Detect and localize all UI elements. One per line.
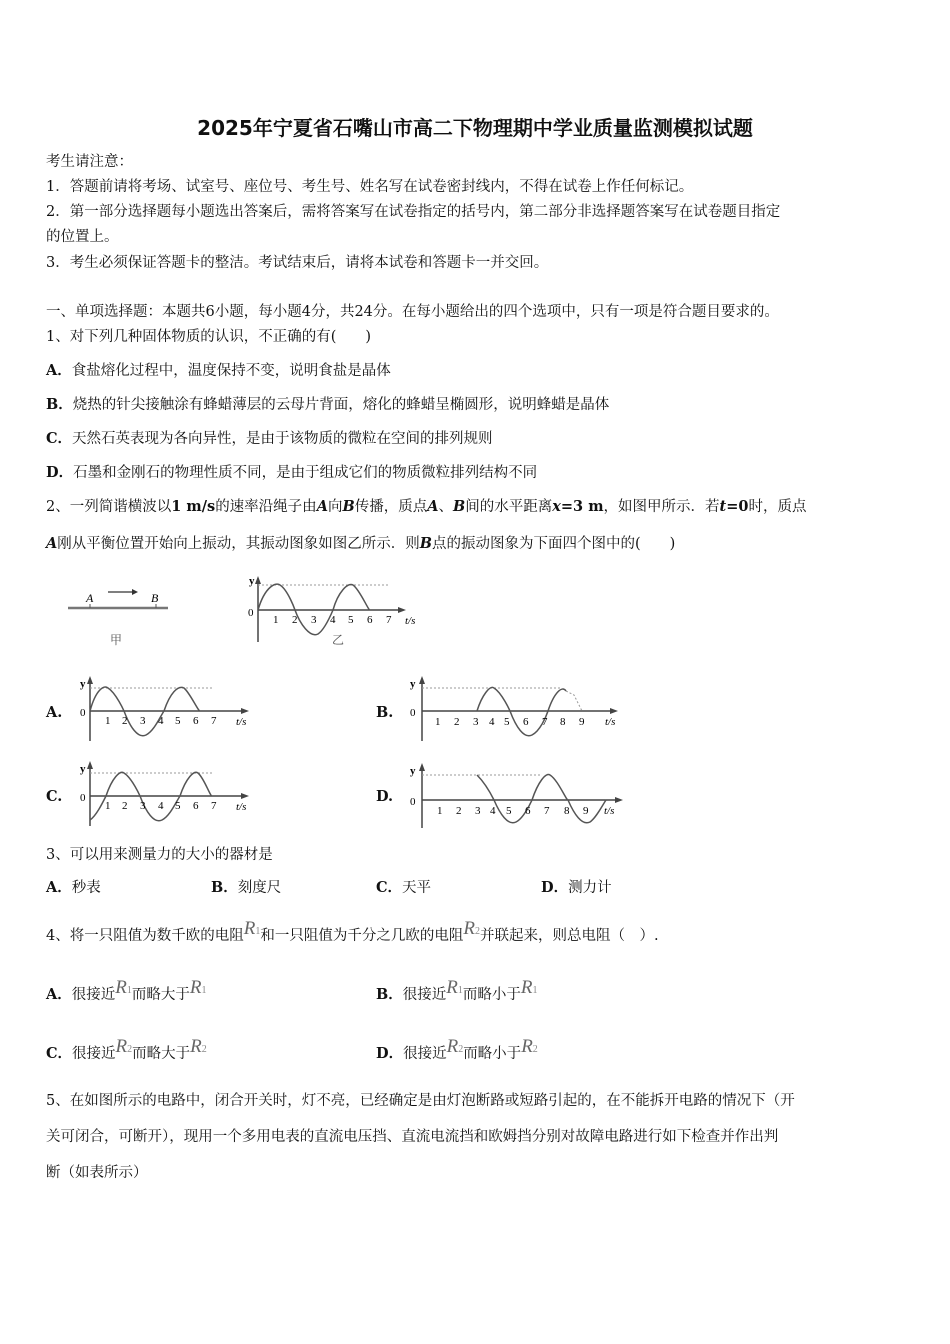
svg-text:6: 6: [525, 805, 531, 817]
question-1-option-d: [46, 463, 537, 483]
svg-text:t/s: t/s: [236, 801, 247, 813]
question-2-stem-line-1: [46, 497, 807, 517]
svg-text:9: 9: [579, 716, 585, 728]
option-label: B．: [376, 986, 403, 1003]
option-label: B．: [211, 879, 238, 896]
question-2-option-d-graph: [402, 762, 632, 832]
option-label: C．: [46, 430, 73, 447]
text: 、: [438, 499, 453, 515]
question-4-option-d: [376, 1036, 538, 1066]
option-text: 石墨和金刚石的物理性质不同，是由于组成它们的物质微粒排列结构不同: [73, 465, 538, 481]
question-3-option-b: [211, 878, 281, 898]
question-2-stem-line-2: [46, 534, 675, 554]
svg-text:2: 2: [454, 716, 460, 728]
text: 而略大于: [132, 1046, 191, 1062]
point-b: B: [452, 498, 466, 515]
point-a: A: [427, 498, 439, 515]
svg-text:t/s: t/s: [605, 716, 616, 728]
option-label: D．: [46, 464, 74, 481]
svg-text:4: 4: [158, 800, 164, 812]
svg-text:7: 7: [544, 805, 550, 817]
text: 很接近: [72, 1046, 116, 1062]
svg-text:0: 0: [410, 796, 416, 808]
resistor-symbol: R1: [189, 977, 207, 998]
svg-text:1: 1: [437, 805, 443, 817]
question-3-option-d: [541, 878, 612, 898]
option-text: 刻度尺: [237, 880, 282, 896]
svg-text:t/s: t/s: [236, 716, 247, 728]
question-2-option-a-label: A.: [46, 704, 63, 721]
text: 而略大于: [131, 987, 190, 1003]
text: 很接近: [403, 1046, 447, 1062]
question-2-option-b-label: B.: [376, 704, 394, 721]
text: 而略小于: [463, 1046, 522, 1062]
resistor-symbol: R1: [446, 977, 463, 998]
svg-text:7: 7: [542, 716, 548, 728]
svg-text:5: 5: [175, 800, 181, 812]
option-label: C．: [376, 879, 403, 896]
text: 间的水平距离: [465, 499, 553, 515]
svg-text:1: 1: [273, 614, 279, 626]
question-4-option-a: [46, 977, 207, 1007]
text: 时，质点: [748, 499, 807, 515]
point-a: A: [46, 535, 58, 552]
resistor-symbol: R2: [115, 1036, 133, 1057]
question-4-stem: [46, 918, 659, 948]
text: ，如图甲所示．若: [603, 499, 720, 515]
arrow-right-icon: [132, 589, 138, 595]
notice-heading: 考生请注意：: [46, 154, 133, 170]
caption-jia: 甲: [110, 633, 123, 647]
text: 4、将一只阻值为数千欧的电阻: [46, 928, 244, 944]
svg-text:4: 4: [489, 716, 495, 728]
option-text: 秒表: [71, 880, 101, 896]
option-label: A．: [46, 986, 72, 1003]
svg-text:t/s: t/s: [604, 805, 615, 817]
question-2-option-d-label: D.: [376, 788, 394, 805]
svg-text:0: 0: [410, 707, 416, 719]
question-2-option-b-graph: [402, 675, 632, 745]
page-title: 2025年宁夏省石嘴山市高二下物理期中学业质量监测模拟试题: [197, 116, 753, 140]
svg-text:6: 6: [367, 614, 373, 626]
question-5-line-2: 关可闭合，可断开），现用一个多用电表的直流电压挡、直流电流挡和欧姆挡分别对故障电路进行如下检查并作出判: [46, 1129, 779, 1145]
svg-text:0: 0: [248, 607, 254, 619]
option-label: A．: [46, 362, 72, 379]
svg-text:6: 6: [193, 800, 199, 812]
resistor-symbol: R1: [520, 977, 538, 998]
svg-text:4: 4: [490, 805, 496, 817]
svg-text:2: 2: [122, 800, 128, 812]
point-b: B: [342, 498, 355, 515]
question-4-option-b: [376, 977, 538, 1007]
time-value: =0: [726, 498, 749, 515]
svg-text:2: 2: [292, 614, 298, 626]
option-text: 天然石英表现为各向异性，是由于该物质的微粒在空间的排列规则: [72, 431, 493, 447]
svg-text:t/s: t/s: [405, 615, 416, 627]
svg-text:6: 6: [193, 715, 199, 727]
svg-text:4: 4: [330, 614, 336, 626]
question-2-option-c-label: C.: [46, 788, 63, 805]
text: 很接近: [71, 987, 116, 1003]
figure-jia-rope-diagram: [60, 580, 180, 650]
label-b: B: [151, 591, 159, 605]
option-label: A．: [46, 879, 72, 896]
distance-value: =3 m: [560, 498, 604, 515]
svg-text:2: 2: [122, 715, 128, 727]
notice-item-2-cont: 的位置上。: [46, 229, 119, 245]
svg-text:8: 8: [564, 805, 570, 817]
question-2-option-a-graph: [78, 675, 258, 745]
text: 的速率沿绳子由: [215, 499, 317, 515]
svg-text:1: 1: [435, 716, 441, 728]
svg-text:y: y: [80, 678, 86, 690]
option-text: 测力计: [568, 880, 612, 896]
question-2-option-c-graph: [78, 760, 258, 830]
label-a: A: [86, 591, 94, 605]
question-4-option-c: [46, 1036, 207, 1066]
svg-text:6: 6: [523, 716, 529, 728]
resistor-symbol: R2: [521, 1036, 538, 1057]
speed-value: 1 m/s: [171, 498, 216, 515]
svg-text:5: 5: [175, 715, 181, 727]
question-3-option-a: [46, 878, 101, 898]
text: 2、一列简谐横波以: [46, 499, 172, 515]
text: 向: [327, 499, 343, 515]
svg-text:y: y: [410, 765, 416, 777]
svg-text:7: 7: [386, 614, 392, 626]
notice-item-2: 2．第一部分选择题每小题选出答案后，需将答案写在试卷指定的括号内，第二部分非选择题答案写在试卷题目指定: [46, 204, 781, 220]
var-t: t: [719, 498, 727, 515]
resistor-symbol: R2: [446, 1036, 464, 1057]
svg-text:y: y: [80, 763, 86, 775]
svg-text:3: 3: [140, 800, 146, 812]
svg-text:4: 4: [158, 715, 164, 727]
text: 很接近: [402, 987, 447, 1003]
svg-text:2: 2: [456, 805, 462, 817]
svg-text:5: 5: [506, 805, 512, 817]
option-label: D．: [376, 1045, 404, 1062]
option-label: B．: [46, 396, 73, 413]
var-x: x: [552, 498, 561, 515]
question-3-stem: 3、可以用来测量力的大小的器材是: [46, 847, 273, 863]
resistor-r1: R1: [243, 918, 261, 939]
text: 并联起来，则总电阻（ ）.: [479, 928, 659, 944]
figure-yi-vibration-graph: [240, 572, 430, 652]
svg-text:3: 3: [473, 716, 479, 728]
section-heading: 一、单项选择题：本题共6小题，每小题4分，共24分。在每小题给出的四个选项中，只有一项是符合题目要求的。: [46, 304, 779, 320]
question-1-option-c: [46, 429, 493, 449]
svg-text:y: y: [249, 575, 255, 587]
notice-item-3: 3．考生必须保证答题卡的整洁。考试结束后，请将本试卷和答题卡一并交回。: [46, 255, 549, 271]
question-1-option-b: [46, 395, 609, 415]
svg-text:7: 7: [211, 800, 217, 812]
notice-item-1: 1．答题前请将考场、试室号、座位号、考生号、姓名写在试卷密封线内，不得在试卷上作任何标记。: [46, 179, 694, 195]
text: 而略小于: [462, 987, 521, 1003]
svg-text:0: 0: [80, 792, 86, 804]
svg-text:1: 1: [105, 715, 111, 727]
svg-text:3: 3: [475, 805, 481, 817]
option-text: 食盐熔化过程中，温度保持不变，说明食盐是晶体: [71, 363, 391, 379]
svg-text:y: y: [410, 678, 416, 690]
text: 刚从平衡位置开始向上振动，其振动图象如图乙所示．则: [57, 536, 420, 552]
question-5-line-3: 断（如表所示）: [46, 1165, 148, 1181]
point-a: A: [316, 498, 328, 515]
option-label: D．: [541, 879, 569, 896]
option-text: 天平: [402, 880, 432, 896]
text: 传播，质点: [354, 499, 428, 515]
point-b: B: [419, 535, 433, 552]
svg-text:1: 1: [105, 800, 111, 812]
text: 和一只阻值为千分之几欧的电阻: [260, 928, 464, 944]
question-1-option-a: [46, 361, 391, 381]
resistor-symbol: R2: [190, 1036, 207, 1057]
resistor-r2: R2: [463, 918, 480, 939]
question-3-option-c: [376, 878, 431, 898]
question-5-line-1: 5、在如图所示的电路中，闭合开关时，灯不亮，已经确定是由灯泡断路或短路引起的，在不能拆开电路的情况下（开: [46, 1093, 795, 1109]
resistor-symbol: R1: [115, 977, 132, 998]
svg-text:0: 0: [80, 707, 86, 719]
svg-text:3: 3: [140, 715, 146, 727]
svg-text:5: 5: [504, 716, 510, 728]
svg-text:8: 8: [560, 716, 566, 728]
svg-text:5: 5: [348, 614, 354, 626]
text: 点的振动图象为下面四个图中的( ): [432, 536, 676, 552]
svg-text:3: 3: [311, 614, 317, 626]
option-label: C．: [46, 1045, 73, 1062]
option-text: 烧热的针尖接触涂有蜂蜡薄层的云母片背面，熔化的蜂蜡呈椭圆形，说明蜂蜡是晶体: [72, 397, 610, 413]
svg-text:9: 9: [583, 805, 589, 817]
question-1-stem: 1、对下列几种固体物质的认识，不正确的有( ): [46, 329, 372, 345]
svg-text:7: 7: [211, 715, 217, 727]
svg-text:乙: 乙: [332, 633, 345, 647]
